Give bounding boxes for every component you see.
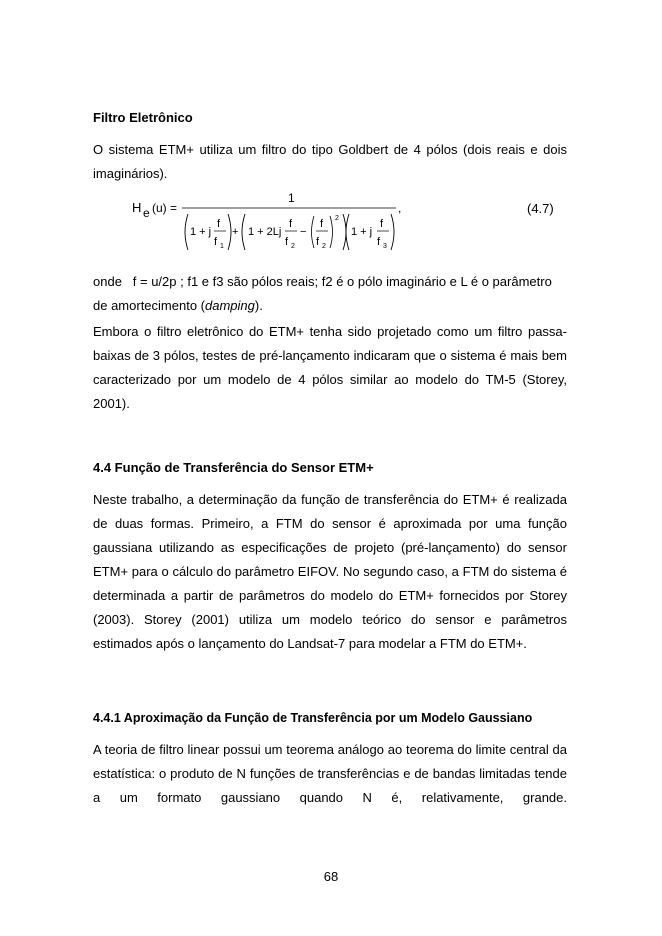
svg-text:f: f (320, 218, 324, 230)
where-italic: damping (205, 298, 255, 313)
equation-denominator (185, 214, 394, 250)
section-4-4-1-paragraph: A teoria de filtro linear possui um teorema análogo ao teorema do limite central da estatística: o produto de N funções de transferências e de bandas limitadas tende a um formato gaussiano quando N é, relativamente, grande. (93, 742, 567, 805)
equation-number: (4.7) (527, 201, 554, 216)
equation-lhs-subscript: e (143, 206, 150, 220)
svg-text:f: f (214, 236, 218, 248)
svg-text:f: f (316, 236, 320, 248)
section-4-4-paragraph: Neste trabalho, a determinação da função de transferência do ETM+ é realizada de duas formas. Primeiro, a FTM do sensor é aproximada por uma função gaussiana utilizando as especificações de projeto (pré-lançamento) do sensor ETM+ para o cálculo do parâmetro EIFOV. No segundo caso, a FTM do sistema é determinada a partir de parâmetros do modelo do ETM+ fornecidos por Storey (2003). Storey (2001) utiliza um modelo teórico do sensor e parâmetros estimados após o lançamento do Landsat-7 para modelar a FTM do ETM+. (93, 492, 567, 651)
svg-text:f: f (377, 236, 381, 248)
section-heading-filtro: Filtro Eletrônico (93, 110, 193, 125)
electronic-filter-paragraph: Embora o filtro eletrônico do ETM+ tenha sido projetado como um filtro passa-baixas de 3 pólos, testes de pré-lançamento indicaram que o sistema é mais bem caracterizado por um modelo de 4 pólos similar ao modelo do TM-5 (Storey, 2001). (93, 324, 567, 411)
equation-trail: , (398, 201, 402, 215)
svg-text:1 + 2Lj: 1 + 2Lj (248, 226, 282, 238)
equation-lhs-arg: (u) = (152, 201, 178, 215)
intro-paragraph: O sistema ETM+ utiliza um filtro do tipo Goldbert de 4 pólos (dois reais e dois imaginários). (93, 142, 567, 181)
where-paragraph (93, 270, 567, 318)
equation-numerator: 1 (288, 191, 295, 205)
svg-text:f: f (289, 218, 293, 230)
svg-text:2: 2 (291, 243, 295, 250)
svg-text:1 + j: 1 + j (351, 226, 373, 238)
equation-lhs: H (132, 200, 142, 215)
where-f: f = u/2p ; (132, 274, 184, 289)
svg-text:1: 1 (220, 243, 224, 250)
svg-text:1 + j: 1 + j (190, 226, 212, 238)
where-poles: f1 e f3 são pólos reais; f2 é o pólo imaginário e L é o parâmetro (187, 274, 552, 289)
svg-text:f: f (380, 218, 384, 230)
where-end: ). (254, 298, 263, 313)
svg-text:2: 2 (335, 215, 339, 222)
section-heading-4-4-1: 4.4.1 Aproximação da Função de Transferência por um Modelo Gaussiano (93, 711, 533, 725)
transfer-function-equation (130, 190, 570, 260)
page-number: 68 (323, 869, 339, 884)
where-prefix: onde (93, 274, 122, 289)
svg-text:+: + (232, 226, 239, 238)
section-heading-4-4: 4.4 Função de Transferência do Sensor ETM+ (93, 460, 374, 475)
where-tail: de amortecimento ( (93, 298, 205, 313)
svg-text:f: f (285, 236, 289, 248)
svg-text:2: 2 (322, 243, 326, 250)
svg-text:f: f (217, 218, 221, 230)
svg-text:3: 3 (383, 243, 387, 250)
svg-text:−: − (300, 226, 307, 238)
